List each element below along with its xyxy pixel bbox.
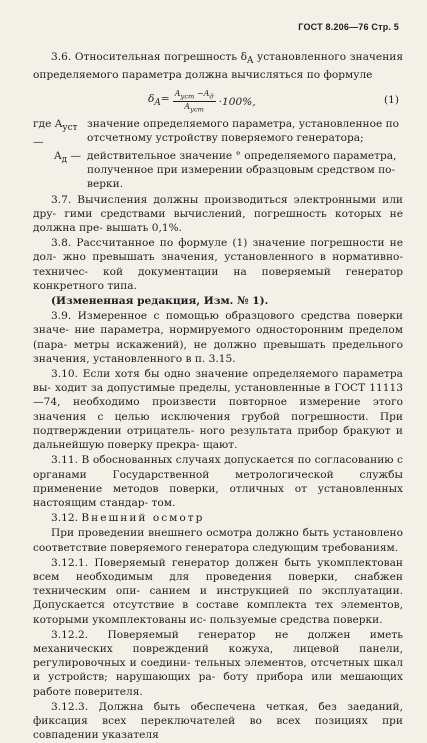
definition-a-ust <box>33 117 403 150</box>
definitions <box>33 117 403 192</box>
paragraph-3-12-2: 3.12.2. Поверяемый генератор не должен иметь механических повреждений кожуха, лицевой панели, регулировочных и соедини- тельных элементов, отсчетных шкал и устройств; нарушающих ра- боту прибора или мешающих работе поверителя. <box>33 628 403 698</box>
paragraph-3-7: 3.7. Вычисления должны производиться электронными или дру- гими средствами вычислений, погрешность которых не должна пре- вышать 0,1%. <box>33 193 403 235</box>
definition-text: действительное значение ° определяемого параметра, полученное при измерении образцовым средством по- верки. <box>87 150 397 191</box>
formula-tail: ·100%, <box>218 95 256 108</box>
formula-denominator: $A_{уст}$ <box>184 102 204 114</box>
definition-symbol: где $A_{уст}$ — <box>33 117 78 148</box>
section-heading-3-12 <box>33 511 403 525</box>
formula-fraction <box>173 89 216 115</box>
paragraph-3-10: 3.10. Если хотя бы одно значение определяемого параметра вы- ходит за допустимые пределы, установленные в ГОСТ 11113—74, необходимо произвести повторное измерение этого значения с целью исключения грубой погрешности. При подтверждении отрицатель- ного результата прибор бракуют и дальнейшую поверку прекра- щают. <box>33 368 403 452</box>
definition-text: значение определяемого параметра, установленное по отсчетному устройству поверяемого генератора; <box>87 117 400 144</box>
definition-a-d <box>33 149 403 192</box>
paragraph-3-6: 3.6. Относительная погрешность $\delta_A$ установленного значения определяемого параметра должна вычисляться по формуле <box>33 51 404 82</box>
formula-1 <box>33 86 403 113</box>
paragraph-3-9: 3.9. Измеренное с помощью образцового средства поверки значе- ние параметра, нормируемого односторонним пределом (пара- метры искажений), не должно превышать предельного значения, установленного в п. 3.15. <box>33 310 403 365</box>
page-header: ГОСТ 8.206—76 Стр. 5 <box>298 22 399 32</box>
amendment-note: (Измененная редакция, Изм. № 1). <box>51 295 269 308</box>
paragraph-3-11: 3.11. В обоснованных случаях допускается по согласованию с органами Государственной метрологической службы применение методов поверки, отличных от установленных настоящим стандар- том. <box>33 454 403 509</box>
section-number: 3.12. <box>51 512 78 525</box>
paragraph-3-8: 3.8. Рассчитанное по формуле (1) значение погрешности не дол- жно превышать значения, установленного в нормативно-техничес- кой документации на поверяемый генератор конкретного типа. <box>33 237 403 292</box>
paragraph-3-12: При проведении внешнего осмотра должно быть установлено соответствие поверяемого генератора следующим требованиям. <box>33 527 403 554</box>
document-body <box>33 50 403 743</box>
formula-number: (1) <box>383 93 399 106</box>
formula-lhs: $\delta_A=$ <box>148 93 170 109</box>
paragraph-3-12-3: 3.12.3. Должна быть обеспечена четкая, без заеданий, фиксация всех переключателей во всех позициях при совпадении указателя <box>33 700 403 742</box>
formula-numerator: $A_{уст} -A_д$ <box>174 88 214 101</box>
definition-symbol: $A_д$ — <box>53 150 81 166</box>
section-title: Внешний осмотр <box>81 512 205 525</box>
paragraph-3-12-1: 3.12.1. Поверяемый генератор должен быть укомплектован всем необходимым для проведения поверки, снабжен техническим опи- санием и инструкцией по эксплуатации. Допускается отсутствие в составе комплекта тех элементов, которыми укомплектованы ис- пользуемые средства поверки. <box>33 556 403 626</box>
